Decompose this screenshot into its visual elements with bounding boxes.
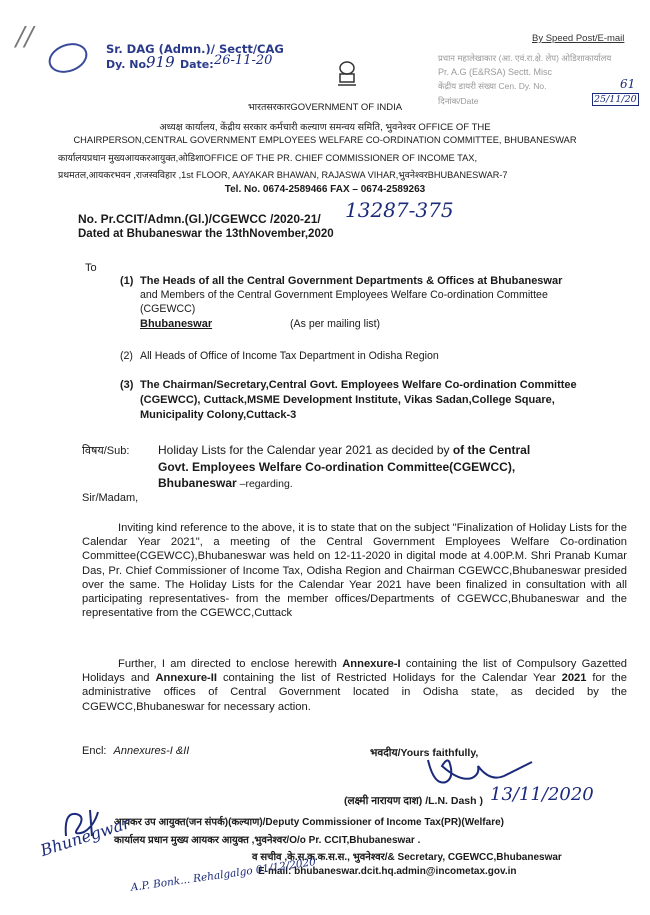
recipient-line: Municipality Colony,Cuttack-3 bbox=[140, 409, 297, 421]
recipient-number: (1) bbox=[120, 275, 134, 287]
stamp-swirl bbox=[44, 38, 91, 78]
para2-text: for the administrative offices of Central Government located in Odisha state, as decided by the CGEWCC,Bhubaneswar for necessary action. bbox=[82, 672, 627, 713]
to-label: To bbox=[85, 262, 97, 274]
recipient-line: The Chairman/Secretary,Central Govt. Employees Welfare Co-ordination Committee bbox=[140, 379, 577, 391]
para2-text: Further, I am directed to enclose herewith bbox=[118, 658, 343, 670]
recipient-place: Bhubaneswar bbox=[140, 318, 213, 330]
subject-label: विषय/Sub: bbox=[82, 445, 130, 457]
tel-fax: Tel. No. 0674-2589466 FAX – 0674-2589263 bbox=[224, 184, 426, 195]
stamp-right-line4: दिनांक/Date bbox=[438, 96, 479, 106]
govt-line: भारतसरकारGOVERNMENT OF INDIA bbox=[247, 102, 403, 113]
signatory-email: E-mail: bhubaneswar.dcit.hq.admin@incometax.gov.in bbox=[258, 866, 517, 877]
margin-note-bottom: A.P. Bonk... Rehalgalgo 01/12/2020 bbox=[130, 856, 317, 894]
recipient-line: The Heads of all the Central Government Departments & Offices at Bhubaneswar bbox=[140, 275, 563, 287]
recipient-line: (CGEWCC) bbox=[140, 303, 196, 315]
enclosure-label: Encl: bbox=[82, 745, 107, 757]
recipient-line: (CGEWCC), Cuttack,MSME Development Institute, Vikas Sadan,College Square, bbox=[140, 394, 555, 406]
body-paragraph-2 bbox=[82, 657, 627, 714]
stamp-right-date-value: 25/11/20 bbox=[594, 94, 637, 105]
office-line-2: CHAIRPERSON,CENTRAL GOVERNMENT EMPLOYEES WELFARE CO-ORDINATION COMMITTEE, BHUBANESWAR bbox=[73, 135, 577, 145]
subject-text-bold: of the Central bbox=[452, 443, 531, 457]
margin-mark: // bbox=[16, 22, 34, 52]
stamp-right-line2: Pr. A.G (E&RSA) Sectt. Misc bbox=[438, 67, 553, 77]
signatory-designation-2: कार्यालय प्रधान मुख्य आयकर आयुक्त ,भुवनेश्वर/O/o Pr. CCIT,Bhubaneswar . bbox=[114, 835, 421, 846]
signatory-name: (लक्ष्मी नारायण दाश) /L.N. Dash ) bbox=[344, 795, 483, 807]
stamp-office-text: Sr. DAG (Admn.)/ Sectt/CAG bbox=[106, 42, 284, 56]
recipient-number: (2) bbox=[120, 350, 133, 362]
year-text: 2021 bbox=[561, 672, 587, 685]
annexure-2-text: Annexure-II bbox=[155, 672, 217, 685]
annexure-1-text: Annexure-I bbox=[342, 658, 401, 670]
recipient-note: (As per mailing list) bbox=[290, 318, 381, 330]
office-line-1: अध्यक्ष कार्यालय, केंद्रीय सरकार कर्मचारी कल्याण समन्वय समिति, भुवनेश्वर OFFICE OF THE bbox=[159, 122, 491, 133]
signatory-designation-1: आयकर उप आयुक्त(जन संपर्क)(कल्याण)/Deputy Commissioner of Income Tax(PR)(Welfare) bbox=[114, 817, 504, 828]
yours-faithfully: भवदीय/Yours faithfully, bbox=[370, 747, 479, 759]
enclosure-value: Annexures-I &II bbox=[113, 745, 190, 757]
subject-line-2: Govt. Employees Welfare Co-ordination Committee(CGEWCC), bbox=[158, 460, 516, 474]
stamp-date-value: 26-11-20 bbox=[214, 53, 273, 68]
para2-text: containing the list of Restricted Holidays for the Calendar Year bbox=[217, 672, 562, 685]
recipient-line: All Heads of Office of Income Tax Department in Odisha Region bbox=[140, 350, 439, 362]
body-paragraph-1: Inviting kind reference to the above, it is to state that on the subject "Finalization of Holiday Lists for the Calendar Year 2021", a meeting of the Central Government Employees Welfare Co-ordination Committee(CGEWCC),Bhubaneswar was held on 12-11-2020 in digital mode at 4.00P.M. Shri Pranab Kumar Das, Pr. Chief Commissioner of Income Tax, Odisha Region and Chairman CGEWCC,Bhubaneswar presided over the same. The Holiday Lists for the Calendar Year 2021 have been finalized in consultation with all participating representatives- from the member offices/Departments of CGEWCC,Bhubaneswar and the representative from the CGEWCC,Cuttack bbox=[82, 522, 627, 620]
reference-handwritten-number: 13287-375 bbox=[345, 198, 454, 222]
stamp-right-dy-value: 61 bbox=[620, 77, 636, 91]
reference-date: Dated at Bhubaneswar the 13thNovember,2020 bbox=[78, 228, 334, 240]
subject-text: –regarding. bbox=[236, 478, 293, 490]
salutation: Sir/Madam, bbox=[82, 492, 139, 504]
office-line-3: कार्यालयप्रधान मुख्यआयकरआयुक्त,ओडिशाOFFICE OF THE PR. CHIEF COMMISSIONER OF INCOME TAX, bbox=[58, 153, 478, 163]
reference-number: No. Pr.CCIT/Admn.(Gl.)/CGEWCC /2020-21/ bbox=[78, 212, 321, 226]
national-emblem-icon bbox=[334, 60, 360, 90]
stamp-right-line3: केंद्रीय डायरी संख्या Cen. Dy. No. bbox=[438, 81, 547, 91]
subject-text-bold: Bhubaneswar bbox=[158, 476, 237, 490]
stamp-date-label: Date: bbox=[180, 58, 214, 71]
enclosure bbox=[82, 745, 189, 757]
para2-text: containing the list of Compulsory Gazetted Holidays and bbox=[82, 658, 628, 685]
stamp-dy-value: 919 bbox=[146, 53, 175, 71]
signature-date: 13/11/2020 bbox=[490, 784, 594, 805]
margin-note-left: Bhunegwar bbox=[38, 813, 133, 861]
subject-line-1 bbox=[158, 443, 530, 457]
stamp-dy-label: Dy. No. bbox=[106, 58, 151, 71]
recipient-line: and Members of the Central Government Employees Welfare Co-ordination Committee bbox=[140, 289, 548, 301]
subject-text: Holiday Lists for the Calendar year 2021 as decided by bbox=[158, 443, 453, 457]
signatory-designation-3: व सचीव ,के.स.क.क.स.स., भुवनेश्वर/& Secretary, CGEWCC,Bhubaneswar bbox=[252, 852, 562, 863]
stamp-right-line1: प्रधान महालेखाकार (आ. एवं.रा.क्षे. लेप) ओडिशाकार्यालय bbox=[438, 53, 612, 63]
recipient-number: (3) bbox=[120, 379, 134, 391]
office-line-4: प्रथमतल,आयकरभवन ,राजस्वविहार ,1st FLOOR, AAYAKAR BHAWAN, RAJASWA VIHAR,भुवनेश्वरBHUBANESWAR-7 bbox=[58, 170, 508, 180]
subject-line-3 bbox=[158, 476, 293, 490]
speed-post-note: By Speed Post/E-mail bbox=[532, 33, 625, 44]
